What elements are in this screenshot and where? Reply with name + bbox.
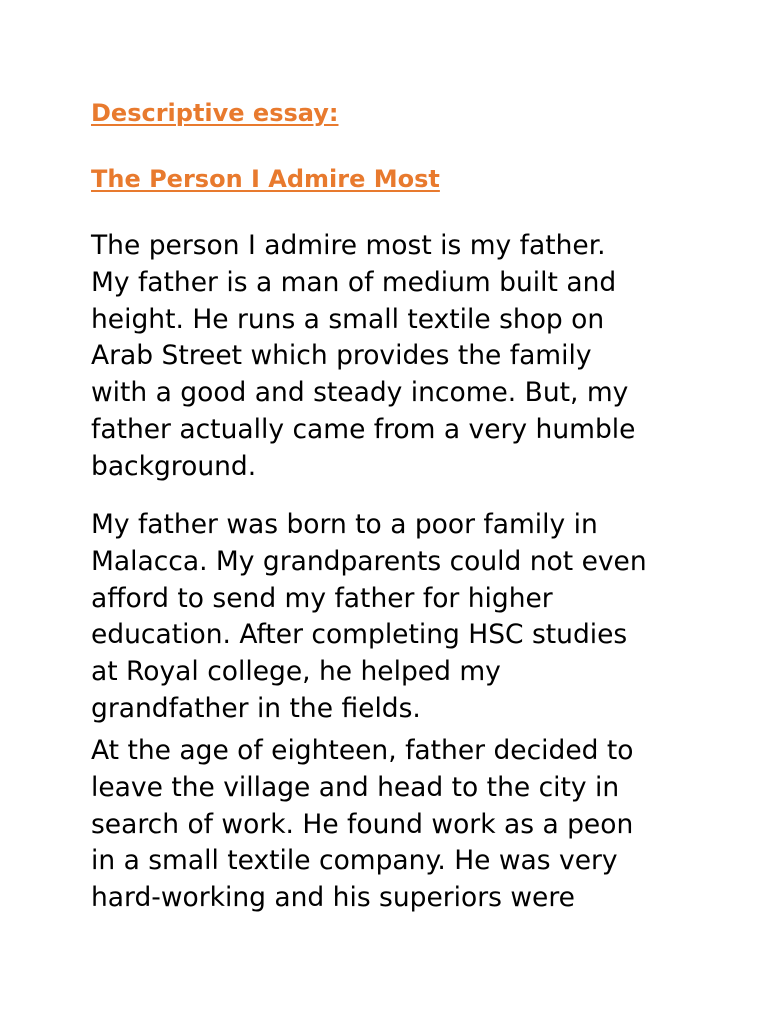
text-line: leave the village and head to the city in [91,771,620,803]
text-line: hard-working and his superiors were [91,882,575,914]
text-line: The person I admire most is my father. [91,230,606,261]
text-line: My father is a man of medium built and [91,266,617,298]
text-line: father actually came from a very humble [91,413,636,445]
essay-type-heading: Descriptive essay: [91,99,339,127]
text-line: education. After completing HSC studies [91,619,628,651]
text-line: Malacca. My grandparents could not even [91,545,647,577]
paragraph-3 [91,733,701,917]
text-line: At the age of eighteen, father decided to [91,735,634,766]
text-line: Arab Street which provides the family [91,340,592,372]
text-line: search of work. He found work as a peon [91,808,634,840]
text-line: in a small textile company. He was very [91,845,618,877]
paragraph-1 [91,228,701,486]
text-line: afford to send my father for higher [91,582,553,614]
essay-title: The Person I Admire Most [91,165,440,193]
text-line: grandfather in the fields. [91,692,421,724]
text-line: at Royal college, he helped my [91,656,501,688]
text-line: My father was born to a poor family in [91,509,598,540]
text-line: height. He runs a small textile shop on [91,303,605,335]
paragraph-2 [91,507,701,728]
text-line: with a good and steady income. But, my [91,377,629,409]
text-line: background. [91,450,257,482]
